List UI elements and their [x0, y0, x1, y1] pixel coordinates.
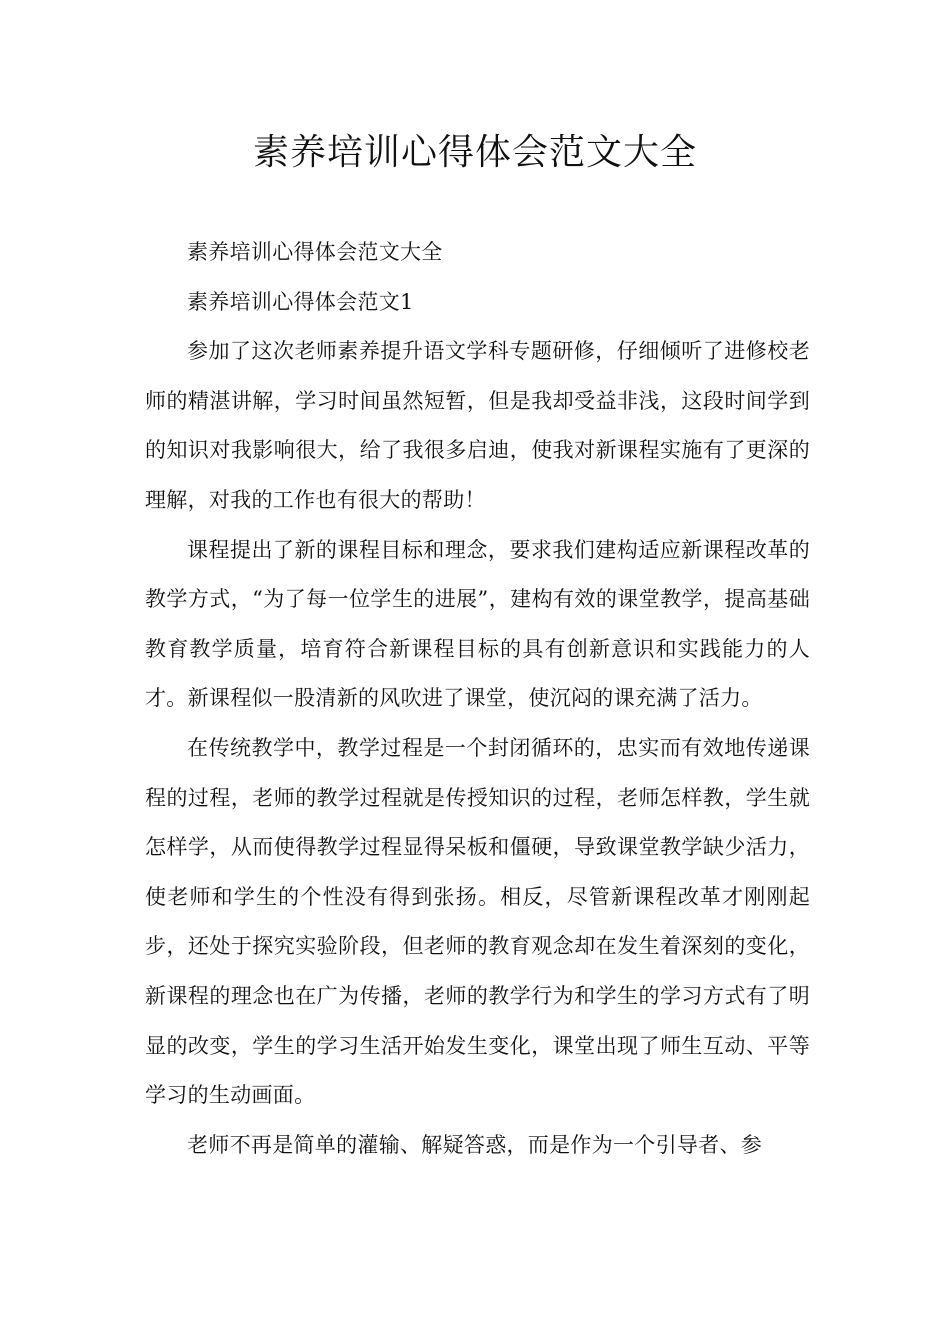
document-title: 素养培训心得体会范文大全: [252, 132, 697, 173]
paragraph: 老师不再是简单的灌输、解疑答惑，而是作为一个引导者、参: [187, 1132, 763, 1157]
document-body: [145, 228, 810, 1170]
paragraph-subtitle: 素养培训心得体会范文大全: [187, 240, 443, 264]
paragraph-section-heading: 素养培训心得体会范文1: [187, 289, 414, 314]
paragraph: 参加了这次老师素养提升语文学科专题研修，仔细倾听了进修校老师的精湛讲解，学习时间虽然短暂，但是我却受益非浅，这段时间学到的知识对我影响很大，给了我很多启迪，使我对新课程实施有了更深的理解，对我的工作也有很大的帮助！: [145, 339, 810, 512]
paragraph: 在传统教学中，教学过程是一个封闭循环的，忠实而有效地传递课程的过程，老师的教学过程就是传授知识的过程，老师怎样教，学生就怎样学，从而使得教学过程显得呆板和僵硬，导致课堂教学缺少活力，使老师和学生的个性没有得到张扬。相反，尽管新课程改革才刚刚起步，还处于探究实验阶段，但老师的教育观念却在发生着深刻的变化，新课程的理念也在广为传播，老师的教学行为和学生的学习方式有了明显的改变，学生的学习生活开始发生变化，课堂出现了师生互动、平等学习的生动画面。: [145, 735, 810, 1108]
paragraph: 课程提出了新的课程目标和理念，要求我们建构适应新课程改革的教学方式，“为了每一位学生的进展”，建构有效的课堂教学，提高基础教育教学质量，培育符合新课程目标的具有创新意识和实践能力的人才。新课程似一股清新的风吹进了课堂，使沉闷的课充满了活力。: [145, 537, 810, 711]
